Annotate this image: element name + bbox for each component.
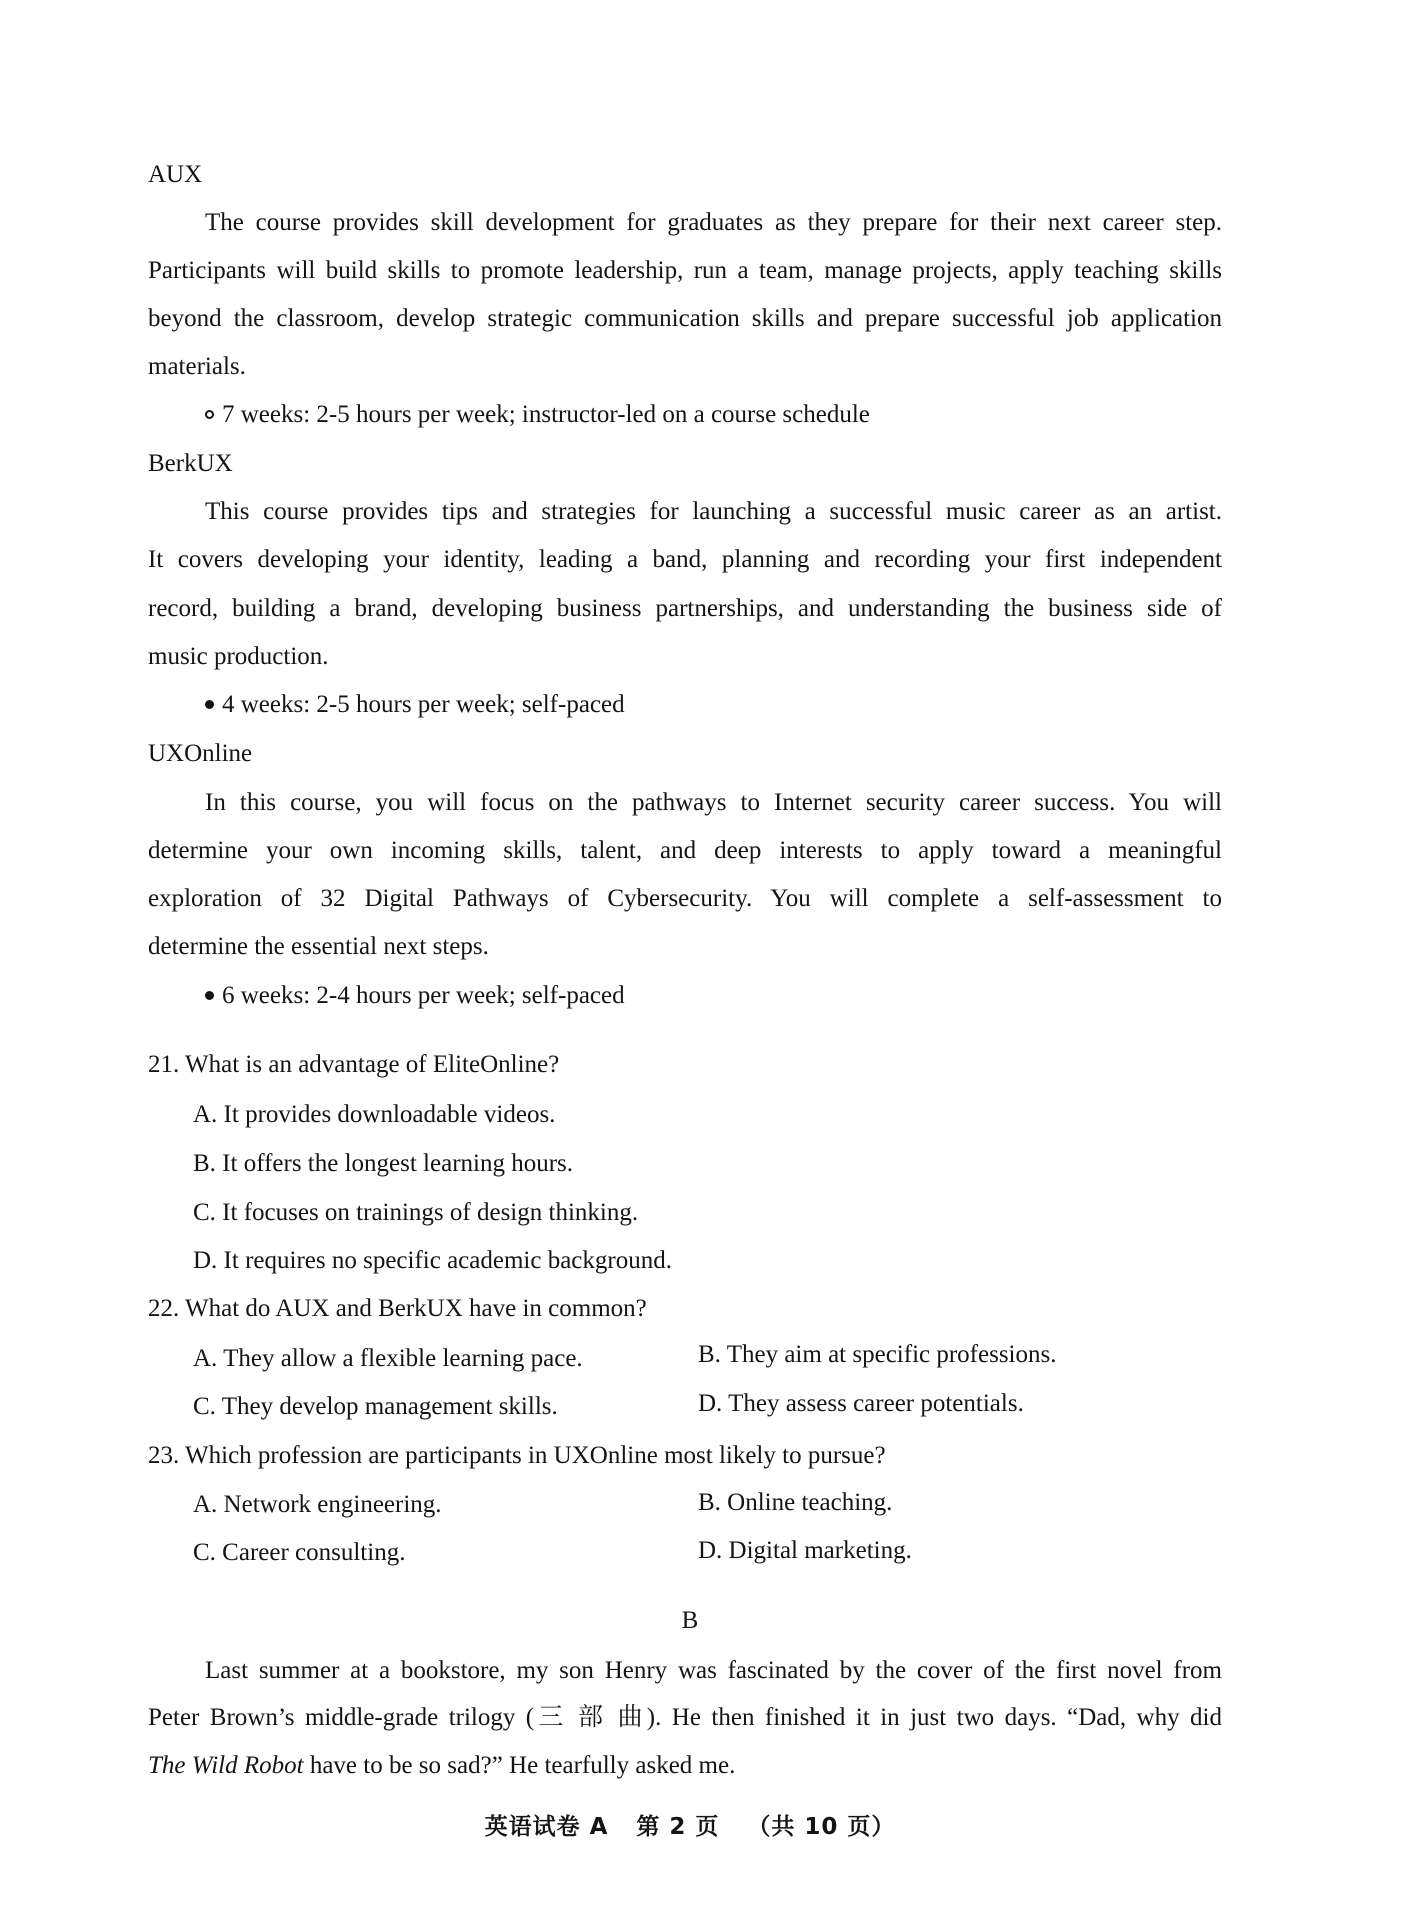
question-22-stem: 22. What do AUX and BerkUX have in common? bbox=[148, 1295, 647, 1322]
question-21-stem: 21. What is an advantage of EliteOnline? bbox=[148, 1051, 560, 1078]
bullet-icon bbox=[205, 410, 214, 419]
bullet-icon bbox=[205, 700, 214, 709]
course-desc-line: beyond the classroom, develop strategic communication skills and prepare successful job application bbox=[148, 305, 1222, 332]
question-22-option-c: C. They develop management skills. bbox=[193, 1393, 558, 1420]
question-22-option-d: D. They assess career potentials. bbox=[698, 1390, 1024, 1417]
question-22-option-b: B. They aim at specific professions. bbox=[698, 1341, 1057, 1368]
course-details-text: 7 weeks: 2-5 hours per week; instructor-led on a course schedule bbox=[222, 401, 870, 428]
course-desc-line: exploration of 32 Digital Pathways of Cybersecurity. You will complete a self-assessment to bbox=[148, 885, 1222, 912]
footer-page-number: 第 2 页 bbox=[636, 1814, 720, 1840]
course-desc-line: music production. bbox=[148, 643, 329, 670]
footer-exam-name: 英语试卷 A bbox=[484, 1814, 609, 1840]
course-title-berkux: BerkUX bbox=[148, 450, 233, 477]
course-desc-line: determine your own incoming skills, talent, and deep interests to apply toward a meaningful bbox=[148, 837, 1222, 864]
question-23-option-d: D. Digital marketing. bbox=[698, 1537, 912, 1564]
course-desc-line: record, building a brand, developing business partnerships, and understanding the business side of bbox=[148, 595, 1222, 622]
question-23-stem: 23. Which profession are participants in UXOnline most likely to pursue? bbox=[148, 1442, 886, 1469]
book-title: The Wild Robot bbox=[148, 1752, 304, 1779]
course-details-aux bbox=[205, 400, 870, 430]
course-title-aux: AUX bbox=[148, 161, 203, 188]
course-details-text: 6 weeks: 2-4 hours per week; self-paced bbox=[222, 982, 625, 1009]
course-desc-line: In this course, you will focus on the pathways to Internet security career success. You will bbox=[205, 789, 1222, 816]
question-21-option-d: D. It requires no specific academic background. bbox=[193, 1247, 672, 1274]
bullet-icon bbox=[205, 991, 214, 1000]
question-22-option-a: A. They allow a flexible learning pace. bbox=[193, 1345, 583, 1372]
question-21-option-a: A. It provides downloadable videos. bbox=[193, 1101, 556, 1128]
passage-line: Peter Brown’s middle-grade trilogy (三 部 曲). He then finished it in just two days. “Dad, why did bbox=[148, 1704, 1222, 1731]
course-desc-line: Participants will build skills to promote leadership, run a team, manage projects, apply teaching skills bbox=[148, 257, 1222, 284]
course-title-uxonline: UXOnline bbox=[148, 740, 253, 767]
course-desc-line: materials. bbox=[148, 353, 246, 380]
question-23-option-c: C. Career consulting. bbox=[193, 1539, 406, 1566]
question-21-option-c: C. It focuses on trainings of design thinking. bbox=[193, 1199, 639, 1226]
course-desc-line: This course provides tips and strategies for launching a successful music career as an artist. bbox=[205, 498, 1222, 525]
question-23-option-b: B. Online teaching. bbox=[698, 1489, 893, 1516]
course-details-berkux bbox=[205, 690, 625, 720]
footer-total-pages: （共 10 页） bbox=[747, 1814, 896, 1840]
course-desc-line: determine the essential next steps. bbox=[148, 933, 489, 960]
page-footer bbox=[0, 1812, 1380, 1842]
question-23-option-a: A. Network engineering. bbox=[193, 1491, 442, 1518]
passage-text: have to be so sad?” He tearfully asked me. bbox=[303, 1752, 736, 1779]
course-details-uxonline bbox=[205, 981, 625, 1011]
course-details-text: 4 weeks: 2-5 hours per week; self-paced bbox=[222, 691, 625, 718]
course-desc-line: It covers developing your identity, leading a band, planning and recording your first independent bbox=[148, 546, 1222, 573]
passage-line-last bbox=[148, 1751, 735, 1781]
section-b-label: B bbox=[681, 1607, 699, 1634]
course-desc-line: The course provides skill development for graduates as they prepare for their next career step. bbox=[205, 209, 1222, 236]
passage-line: Last summer at a bookstore, my son Henry was fascinated by the cover of the first novel from bbox=[205, 1657, 1222, 1684]
question-21-option-b: B. It offers the longest learning hours. bbox=[193, 1150, 574, 1177]
